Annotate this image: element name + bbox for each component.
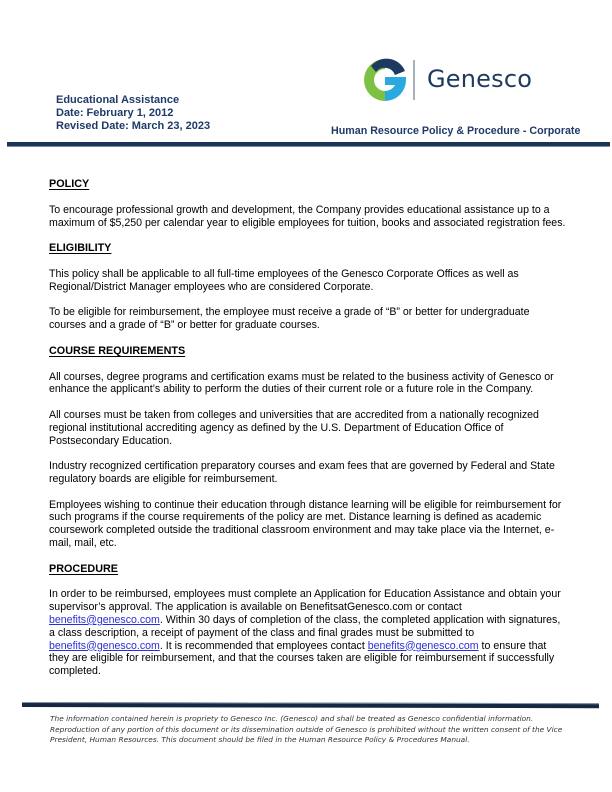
- text: to ensure that they are eligible for reimbursement, and that the courses taken are eligible for reimbursement if successfully completed.: [49, 639, 555, 678]
- section-heading: POLICY: [49, 178, 90, 190]
- paragraph: Industry recognized certification preparatory courses and exam fees that are governed by Federal and State regulatory boards are eligible for reimbursement.: [49, 460, 555, 485]
- issue-date: Date: February 1, 2012: [56, 107, 174, 119]
- document-body: [49, 178, 569, 691]
- logo-separator: [413, 60, 415, 100]
- section-heading: COURSE REQUIREMENTS: [49, 344, 186, 357]
- genesco-g-logo-icon: [362, 57, 408, 103]
- document-title: Educational Assistance: [56, 94, 180, 106]
- footer-divider: [22, 702, 599, 708]
- paragraph: To be eligible for reimbursement, the employee must receive a grade of “B” or better for undergraduate courses and a grade of “B” or better for graduate courses.: [49, 306, 530, 332]
- paragraph: To encourage professional growth and development, the Company provides educational assistance up to a maximum of $5,250 per calendar year to eligible employees for tuition, books and associated registration fees.: [49, 203, 566, 229]
- paragraph: All courses, degree programs and certification exams must be related to the business activity of Genesco or enhance the applicant’s ability to perform the duties of their current role or a future role in the Company.: [49, 370, 554, 396]
- section-heading: ELIGIBILITY: [49, 242, 112, 255]
- document-meta: [56, 94, 210, 133]
- section-procedure: [49, 563, 569, 678]
- section-policy: [49, 178, 569, 229]
- header-divider: [7, 142, 610, 147]
- benefits-email-link[interactable]: benefits@genesco.com: [49, 613, 160, 626]
- policy-category: Human Resource Policy & Procedure - Corporate: [331, 125, 581, 137]
- section-heading: PROCEDURE: [49, 562, 118, 575]
- paragraph: All courses must be taken from colleges and universities that are accredited from a nationally recognized regional institutional accrediting agency as defined by the U.S. Department of Education Office of Postsecondary Education.: [49, 408, 539, 447]
- company-wordmark: Genesco: [427, 65, 533, 93]
- benefits-email-link[interactable]: benefits@genesco.com: [367, 639, 479, 652]
- text: . Within 30 days of completion of the class, the completed application with signatures, a class description, a receipt of payment of the class and final grades must be submitted to: [49, 613, 561, 639]
- text: . It is recommended that employees contact: [159, 639, 368, 652]
- paragraph: [49, 588, 569, 678]
- section-eligibility: [49, 242, 569, 332]
- text: In order to be reimbursed, employees must complete an Application for Education Assistance and obtain your supervisor’s approval. The application is available on BenefitsatGenesco.com or contact: [49, 588, 561, 614]
- section-course-requirements: [49, 345, 569, 550]
- revised-date: Revised Date: March 23, 2023: [56, 120, 211, 132]
- confidentiality-disclaimer: The information contained herein is propriety to Genesco Inc. (Genesco) and shall be treated as Genesco confidential information. Reproduction of any portion of this document or its dissemination outside of Genesco is prohibited without the written consent of the Vice President, Human Resources. This document should be filed in the Human Resource Policy & Procedures Manual.: [50, 714, 563, 745]
- benefits-email-link[interactable]: benefits@genesco.com: [49, 639, 160, 652]
- paragraph: This policy shall be applicable to all full-time employees of the Genesco Corporate Offices as well as Regional/District Manager employees who are considered Corporate.: [49, 267, 519, 293]
- paragraph: Employees wishing to continue their education through distance learning will be eligible for reimbursement for such programs if the course requirements of the policy are met. Distance learning is defined as academic coursework completed outside the traditional classroom environment and may take place via the Internet, e-mail, mail, etc.: [49, 498, 562, 549]
